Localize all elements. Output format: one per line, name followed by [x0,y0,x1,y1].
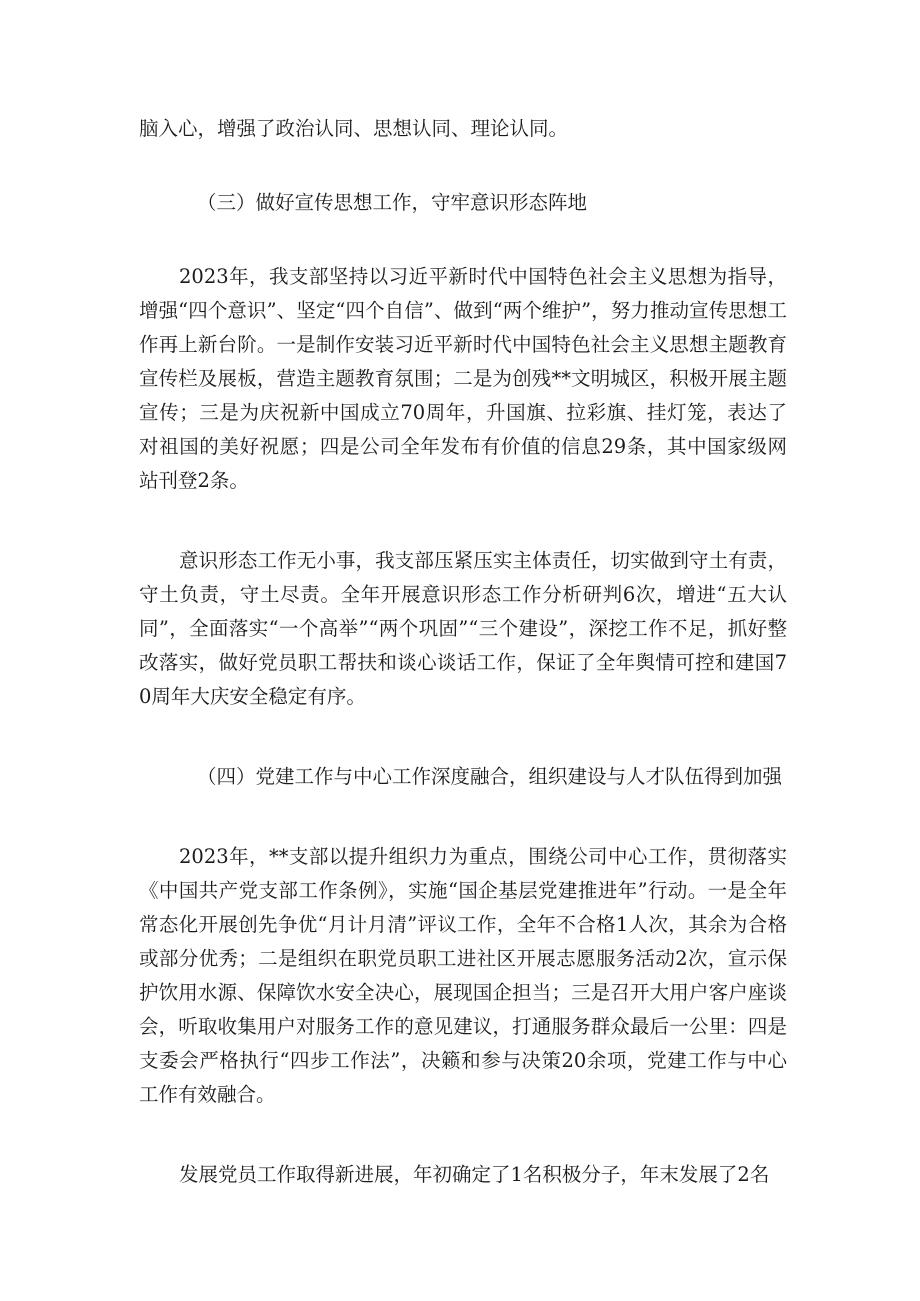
paragraph-propaganda: 2023年，我支部坚持以习近平新时代中国特色社会主义思想为指导，增强“四个意识”、坚定“四个自信”、做到“两个维护”，努力推动宣传思想工作再上新台阶。一是制作安装习近平新时代中国特色社会主义思想主题教育宣传栏及展板，营造主题教育氛围；二是为创残**文明城区，积极开展主题宣传；三是为庆祝新中国成立70周年，升国旗、拉彩旗、挂灯笼，表达了对祖国的美好祝愿；四是公司全年发布有价值的信息29条，其中国家级网站刊登2条。 [139,265,787,492]
paragraph-ideology: 意识形态工作无小事，我支部压紧压实主体责任，切实做到守土有责，守土负责，守土尽责。全年开展意识形态工作分析研判6次，增进“五大认同”，全面落实“一个高举”“两个巩固”“三个建设”，深挖工作不足，抓好整改落实，做好党员职工帮扶和谈心谈话工作，保证了全年舆情可控和建国70周年大庆安全稳定有序。 [139,549,787,708]
paragraph-continued: 脑入心，增强了政治认同、思想认同、理论认同。 [139,117,569,140]
section-heading-3: （三）做好宣传思想工作，守牢意识形态阵地 [197,191,588,214]
paragraph-party-building: 2023年，**支部以提升组织力为重点，围绕公司中心工作，贯彻落实《中国共产党支部工作条例》，实施“国企基层党建推进年”行动。一是全年常态化开展创先争优“月计月清”评议工作，全年不合格1人次，其余为合格或部分优秀；二是组织在职党员职工进社区开展志愿服务活动2次，宣示保护饮用水源、保障饮水安全决心，展现国企担当；三是召开大用户客户座谈会，听取收集用户对服务工作的意见建议，打通服务群众最后一公里：四是支委会严格执行“四步工作法”，决籁和参与决策20余项，党建工作与中心工作有效融合。 [139,845,787,1106]
document-page [139,112,787,1192]
paragraph-membership: 发展党员工作取得新进展，年初确定了1名积极分子，年末发展了2名 [179,1163,770,1186]
section-heading-4: （四）党建工作与中心工作深度融合，组织建设与人才队伍得到加强 [197,765,783,788]
